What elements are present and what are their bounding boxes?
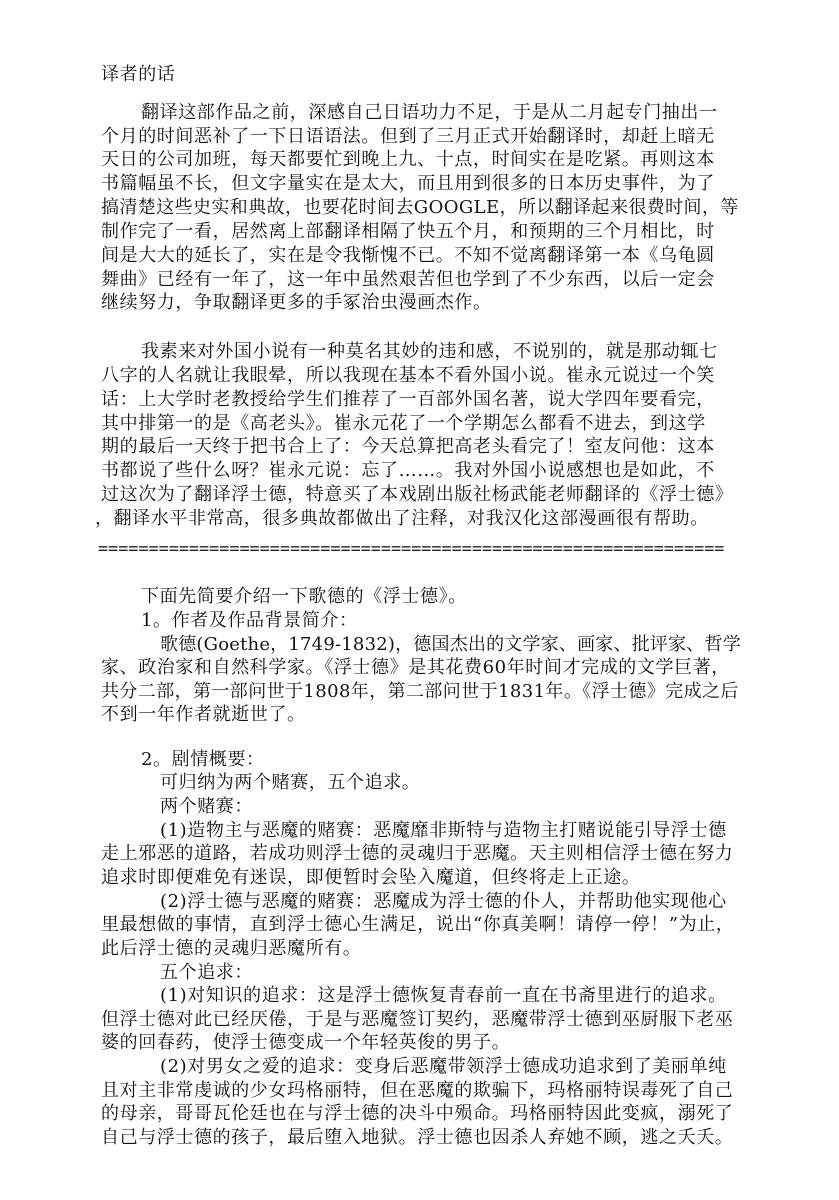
- text-line: 话：上大学时老教授给学生们推荐了一百部外国名著，说大学四年要看完，: [101, 389, 715, 410]
- text-line: 不到一年作者就逝世了。: [101, 704, 306, 725]
- intro-lead: 下面先简要介绍一下歌德的《浮士德》。: [141, 586, 467, 607]
- text-line: 继续努力，争取翻译更多的手冢治虫漫画杰作。: [101, 292, 492, 313]
- text-line: 但浮士德对此已经厌倦，于是与恶魔签订契约，恶魔带浮士德到巫厨服下老巫: [101, 1009, 734, 1030]
- text-line: 共分二部，第一部问世于1808年，第二部问世于1831年。《浮士德》完成之后: [101, 681, 739, 702]
- text-line: (2)浮士德与恶魔的赌赛：恶魔成为浮士德的仆人，并帮助他实现他心: [160, 891, 727, 912]
- pursuits-heading: 五个追求：: [160, 962, 253, 983]
- text-line: 天日的公司加班，每天都要忙到晚上九、十点，时间实在是吃紧。再则这本: [101, 149, 715, 170]
- document-title: 译者的话: [101, 64, 176, 85]
- text-line: 期的最后一天终于把书合上了：今天总算把高老头看完了！室友问他：这本: [101, 436, 715, 457]
- text-line: 其中排第一的是《高老头》。崔永元花了一个学期怎么都看不进去，到这学: [101, 413, 706, 434]
- text-line: 此后浮士德的灵魂归恶魔所有。: [101, 938, 362, 959]
- text-line: 书篇幅虽不长，但文字量实在是太大，而且用到很多的日本历史事件，为了: [101, 173, 715, 194]
- text-line: 间是大大的延长了，实在是令我惭愧不已。不知不觉离翻译第一本《乌龟圆: [101, 245, 715, 266]
- text-line: 搞清楚这些史实和典故，也要花时间去GOOGLE，所以翻译起来很费时间，等: [101, 197, 739, 218]
- section-heading-plot-summary: 2。剧情概要：: [141, 749, 265, 770]
- text-line: 制作完了一看，居然离上部翻译相隔了快五个月，和预期的三个月相比，时: [101, 221, 715, 242]
- bets-heading: 两个赌赛：: [160, 796, 253, 817]
- text-line: 走上邪恶的道路，若成功则浮士德的灵魂归于恶魔。天主则相信浮士德在努力: [101, 843, 734, 864]
- text-line: 歌德(Goethe，1749-1832)，德国杰出的文学家、画家、批评家、哲学: [160, 634, 741, 655]
- text-line: (1)对知识的追求：这是浮士德恢复青春前一直在书斋里进行的追求。: [160, 985, 727, 1006]
- text-line: ，翻译水平非常高，很多典故都做出了注释，对我汉化这部漫画很有帮助。: [95, 508, 709, 529]
- text-line: 追求时即便难免有迷误，即便暂时会坠入魔道，但终将走上正途。: [101, 867, 641, 888]
- text-line: 婆的回春药，使浮士德变成一个年轻英俊的男子。: [101, 1032, 511, 1053]
- text-line: 的母亲，哥哥瓦伦廷也在与浮士德的决斗中殒命。玛格丽特因此变疯，溺死了: [101, 1103, 734, 1124]
- separator-line: ==============================================================: [98, 541, 725, 555]
- text-line: 且对主非常虔诚的少女玛格丽特，但在恶魔的欺骗下，玛格丽特误毒死了自己: [101, 1080, 734, 1101]
- text-line: 家、政治家和自然科学家。《浮士德》是其花费60年时间才完成的文学巨著，: [101, 657, 730, 678]
- text-line: 过这次为了翻译浮士德，特意买了本戏剧出版社杨武能老师翻译的《浮士德》: [101, 484, 734, 505]
- text-line: 八字的人名就让我眼晕，所以我现在基本不看外国小说。崔永元说过一个笑: [101, 365, 715, 386]
- section-heading-author-background: 1。作者及作品背景简介：: [141, 610, 358, 631]
- text-line: 舞曲》已经有一年了，这一年中虽然艰苦但也学到了不少东西，以后一定会: [101, 269, 715, 290]
- text-line: 翻译这部作品之前，深感自己日语功力不足，于是从二月起专门抽出一: [141, 102, 718, 123]
- text-line: 自己与浮士德的孩子，最后堕入地狱。浮士德也因杀人弃她不顾，逃之夭夭。: [101, 1127, 734, 1148]
- text-line: (1)造物主与恶魔的赌赛：恶魔靡非斯特与造物主打赌说能引导浮士德: [160, 820, 727, 841]
- text-line: 我素来对外国小说有一种莫名其妙的违和感，不说别的，就是那动辄七: [141, 341, 718, 362]
- text-line: (2)对男女之爱的追求：变身后恶魔带领浮士德成功追求到了美丽单纯: [160, 1056, 727, 1077]
- plot-summary-text: 可归纳为两个赌赛，五个追求。: [160, 772, 421, 793]
- text-line: 里最想做的事情，直到浮士德心生满足，说出“你真美啊！请停一停！”为止，: [101, 914, 735, 935]
- text-line: 书都说了些什么呀？崔永元说：忘了……。我对外国小说感想也是如此，不: [101, 460, 715, 481]
- text-line: 个月的时间恶补了一下日语语法。但到了三月正式开始翻译时，却赶上暗无: [101, 126, 715, 147]
